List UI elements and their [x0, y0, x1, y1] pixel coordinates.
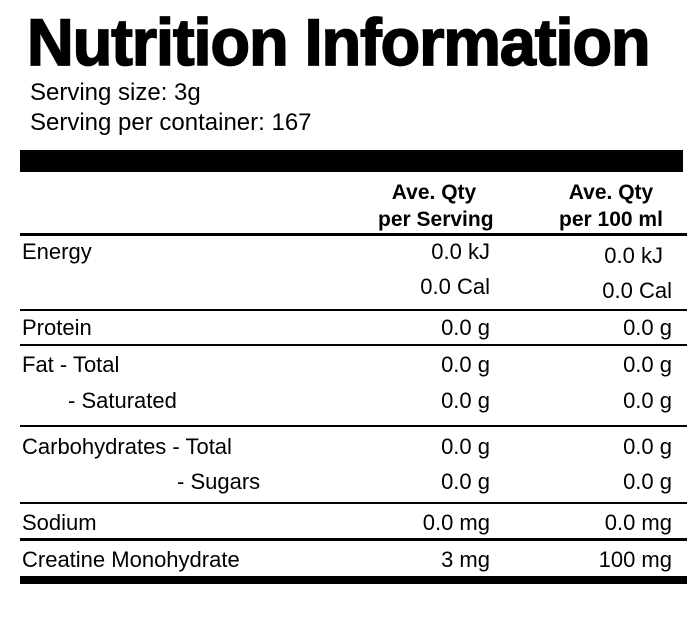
value-per-100ml: 0.0 g — [623, 315, 672, 340]
table-header-row — [20, 172, 687, 236]
row-label: Energy — [22, 239, 92, 264]
header-spacer — [20, 179, 378, 233]
table-row-energy-cal — [20, 271, 687, 311]
value-per-100ml: 0.0 g — [623, 469, 672, 494]
page-title: Nutrition Information — [27, 5, 650, 79]
row-label: Creatine Monohydrate — [22, 547, 240, 572]
value-per-100ml: 0.0 g — [623, 352, 672, 377]
row-label: Protein — [22, 315, 92, 340]
row-label: - Saturated — [68, 388, 177, 413]
table-row-sodium — [20, 504, 687, 541]
value-per-serving: 0.0 g — [441, 352, 490, 377]
table-row-protein — [20, 311, 687, 346]
table-row-fat-saturated — [20, 382, 687, 427]
row-label: Fat - Total — [22, 352, 120, 377]
table-row-carbohydrates-sugars — [20, 464, 687, 504]
table-row-carbohydrates-total — [20, 427, 687, 464]
bottom-divider-bar — [20, 576, 687, 584]
value-per-100ml: 0.0 Cal — [602, 278, 672, 303]
row-label — [20, 276, 378, 309]
value-per-serving: 0.0 mg — [422, 510, 490, 535]
value-per-serving: 0.0 kJ — [431, 239, 490, 264]
value-per-serving: 0.0 Cal — [420, 274, 490, 299]
value-per-serving: 0.0 g — [441, 388, 490, 413]
value-per-100ml: 0.0 mg — [604, 510, 672, 535]
table-row-creatine-monohydrate — [20, 541, 687, 576]
value-per-serving: 0.0 g — [441, 434, 490, 459]
serving-info — [30, 78, 700, 138]
value-per-100ml: 0.0 g — [623, 388, 672, 413]
value-per-100ml: 0.0 kJ — [604, 243, 663, 268]
nutrition-table — [20, 172, 687, 576]
value-per-serving: 0.0 g — [441, 469, 490, 494]
header-divider-bar — [20, 150, 683, 172]
row-label: - Sugars — [177, 469, 261, 494]
table-row-fat-total — [20, 346, 687, 382]
value-per-serving: 0.0 g — [441, 315, 490, 340]
row-label: Carbohydrates - Total — [22, 434, 232, 459]
column-header-per-100ml: Ave. Qty per 100 ml — [559, 181, 663, 231]
serving-size-text: Serving size: 3g — [30, 79, 201, 106]
table-row-energy — [20, 236, 687, 271]
value-per-100ml: 0.0 g — [623, 434, 672, 459]
row-label: Sodium — [22, 510, 97, 535]
value-per-serving: 3 mg — [441, 547, 490, 572]
value-per-100ml: 100 mg — [598, 547, 672, 572]
column-header-per-serving: Ave. Qty per Serving — [378, 181, 494, 231]
servings-per-container-text: Serving per container: 167 — [30, 109, 312, 136]
